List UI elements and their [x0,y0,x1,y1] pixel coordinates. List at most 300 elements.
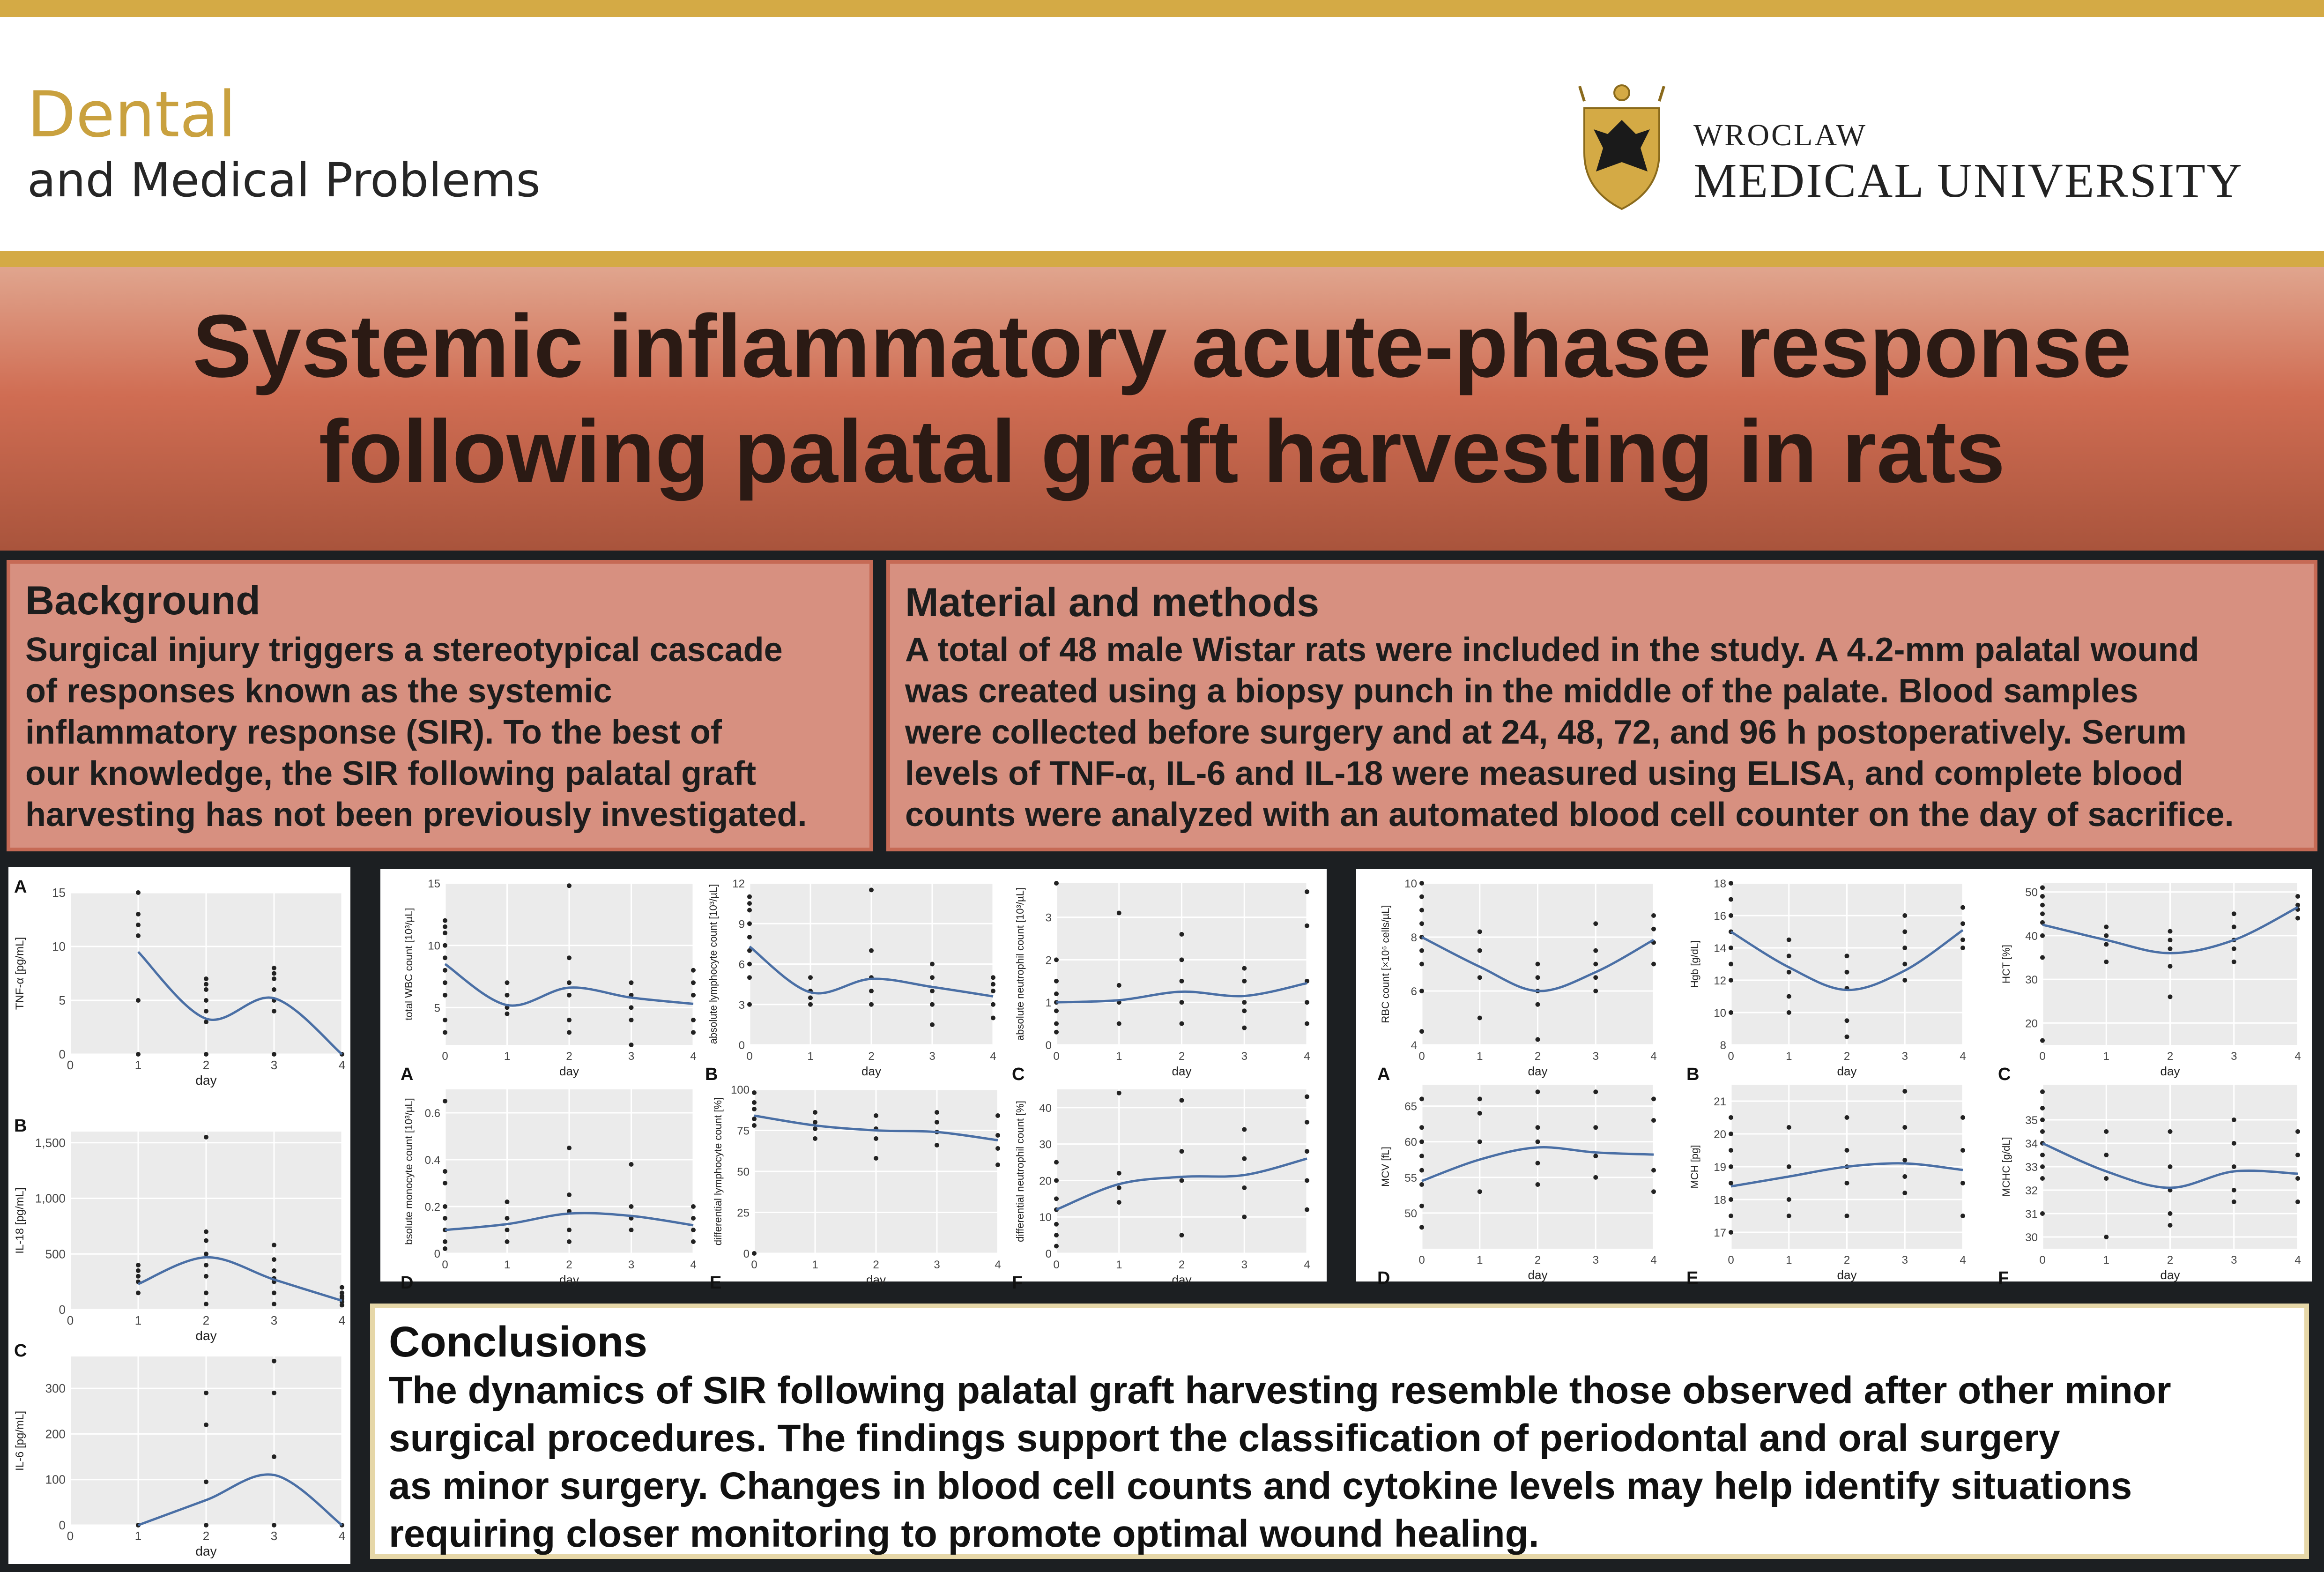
data-point [567,1030,572,1035]
y-tick-label: 2 [1045,954,1052,967]
data-point [1536,1089,1540,1094]
y-tick-label: 10 [1404,878,1417,890]
data-point [747,962,752,967]
data-point [443,1239,447,1244]
y-axis-label: RBC count [×10⁶ cells/µL] [1380,905,1391,1023]
x-tick-label: 2 [566,1050,572,1063]
data-point [1787,1164,1791,1169]
y-tick-label: 10 [1039,1211,1052,1224]
data-point [505,980,510,985]
data-point [1419,989,1424,993]
data-point [1305,1120,1309,1125]
data-point [443,968,447,973]
x-tick-label: 1 [1786,1254,1792,1267]
x-tick-label: 1 [134,1313,142,1327]
y-tick-label: 18 [1714,1194,1726,1207]
data-point [1536,975,1540,980]
data-point [1117,1021,1121,1026]
data-point [505,1199,510,1204]
y-tick-label: 17 [1714,1227,1726,1239]
data-point [991,975,995,980]
x-tick-label: 2 [1534,1254,1541,1267]
data-point [1651,1118,1656,1123]
y-tick-label: 25 [737,1207,750,1220]
data-point [1902,1158,1907,1162]
y-tick-label: 10 [1714,1007,1726,1020]
data-point [272,1290,276,1295]
data-point [1902,1125,1907,1130]
data-point [443,1216,447,1221]
x-tick-label: 4 [2294,1050,2301,1063]
x-tick-label: 3 [1241,1050,1247,1063]
data-point [1651,962,1656,967]
x-tick-label: 4 [1650,1254,1657,1267]
panel-letter: A [1377,1065,1390,1084]
x-tick-label: 3 [1241,1259,1247,1271]
y-tick-label: 40 [2025,930,2038,943]
data-point [204,1252,208,1256]
x-tick-label: 0 [442,1259,448,1271]
data-point [204,1135,208,1140]
y-tick-label: 0 [743,1248,750,1260]
x-tick-label: 4 [995,1259,1001,1271]
data-point [272,1454,276,1459]
data-point [1478,1096,1482,1101]
data-point [1419,881,1424,886]
x-tick-label: 0 [67,1313,74,1327]
y-tick-label: 4 [1411,1039,1417,1052]
y-tick-label: 0 [59,1303,66,1317]
data-point [813,1126,817,1131]
data-point [1180,932,1184,937]
data-point [1419,1154,1424,1158]
data-point [204,1274,208,1279]
data-point [629,1162,634,1167]
y-tick-label: 14 [1714,942,1726,955]
data-point [1180,1149,1184,1154]
x-tick-label: 4 [1304,1050,1310,1063]
panel-letter: C [1998,1065,2011,1084]
data-point [1242,1026,1247,1030]
data-point [1729,946,1733,950]
data-point [1536,1002,1540,1007]
y-axis-label: differential neutrophil count [%] [1014,1101,1026,1242]
data-point [567,980,572,985]
data-point [1054,881,1059,886]
y-tick-label: 3 [738,998,745,1012]
y-tick-label: 1 [1045,997,1052,1010]
data-point [1960,921,1965,926]
data-point [2232,911,2236,916]
x-tick-label: 4 [1960,1050,1966,1063]
data-point [1593,1125,1598,1130]
data-point [1845,1018,1849,1023]
y-axis-label: absolute lymphocyte count [10³/µL] [707,884,719,1044]
data-point [629,1228,634,1232]
data-point [752,1107,757,1111]
data-point [1305,1149,1309,1154]
university-name-line-1: WROCLAW [1693,118,1867,152]
data-point [272,1009,276,1013]
data-point [1419,1204,1424,1208]
data-point [567,1228,572,1232]
data-point [747,921,752,926]
x-axis-label: day [1172,1064,1192,1078]
data-point [2232,1141,2236,1146]
chart-10 [1377,878,1657,1084]
panel-letter: A [14,877,27,897]
data-point [1593,962,1598,967]
data-point [1651,1189,1656,1194]
data-point [691,1018,696,1022]
data-point [443,1030,447,1035]
data-point [1419,1140,1424,1144]
x-tick-label: 4 [1650,1050,1657,1063]
data-point [2104,1176,2109,1181]
data-point [443,993,447,998]
x-tick-label: 1 [2103,1050,2109,1063]
data-point [1729,962,1733,967]
x-axis-label: day [195,1544,217,1558]
y-axis-label: IL-6 [pg/mL] [14,1410,26,1471]
data-point [629,980,634,985]
data-point [1305,1095,1309,1099]
data-point [1651,913,1656,918]
data-point [1593,1089,1598,1094]
data-point [443,1181,447,1185]
data-point [2168,1211,2173,1216]
data-point [443,931,447,935]
data-point [1478,975,1482,980]
data-point [752,1117,757,1121]
data-point [505,1216,510,1221]
y-axis-label: TNF-α [pg/mL] [14,937,26,1010]
x-tick-label: 3 [2231,1050,2237,1063]
y-tick-label: 50 [1404,1207,1417,1220]
y-tick-label: 50 [737,1166,750,1178]
panel-letter: B [1686,1065,1700,1084]
y-tick-label: 20 [2025,1017,2038,1030]
data-point [443,1246,447,1251]
x-tick-label: 1 [134,1529,142,1543]
data-point [136,933,141,938]
data-point [930,989,935,993]
data-point [1960,1214,1965,1218]
data-point [1651,1168,1656,1173]
data-point [991,982,995,987]
data-point [1117,1171,1121,1176]
data-point [1054,979,1059,983]
data-point [935,1143,939,1147]
x-axis-label: day [861,1064,881,1078]
x-axis-label: day [1837,1064,1857,1078]
data-point [2295,894,2300,899]
data-point [2040,1164,2045,1169]
data-point [1419,921,1424,926]
data-point [1054,1021,1059,1026]
data-point [2232,946,2236,951]
data-point [1845,1148,1849,1153]
data-point [1054,1008,1059,1013]
background-heading: Background [25,578,260,623]
data-point [869,887,874,892]
data-point [808,1002,813,1007]
x-tick-label: 0 [1728,1254,1734,1267]
y-axis-label: IL-18 [pg/mL] [14,1187,26,1254]
data-point [204,998,208,1003]
data-point [691,980,696,985]
data-point [136,1274,141,1279]
y-tick-label: 1,500 [35,1135,66,1150]
data-point [991,989,995,993]
data-point [1729,1115,1733,1120]
x-tick-label: 1 [1477,1254,1483,1267]
data-point [1242,1127,1247,1132]
data-point [1593,989,1598,993]
data-point [443,1169,447,1174]
y-tick-label: 20 [1714,1128,1726,1141]
data-point [2040,894,2045,899]
data-point [2040,885,2045,890]
data-point [1960,1115,1965,1120]
x-tick-label: 2 [202,1313,210,1327]
data-point [1305,1000,1309,1005]
data-point [808,975,813,980]
data-point [1787,994,1791,999]
data-point [2040,955,2045,960]
data-point [1902,962,1907,967]
data-point [2232,960,2236,964]
x-tick-label: 1 [807,1050,814,1063]
y-tick-label: 6 [1411,985,1417,998]
chart-5 [705,878,996,1084]
data-point [567,1239,572,1244]
chart-8 [710,1084,1001,1293]
data-point [1902,1191,1907,1195]
x-tick-label: 1 [504,1050,511,1063]
y-tick-label: 31 [2025,1208,2038,1221]
data-point [2232,924,2236,929]
data-point [2168,929,2173,934]
data-point [1180,979,1184,983]
data-point [2168,938,2173,942]
data-point [995,1113,1000,1118]
y-tick-label: 12 [1714,975,1726,987]
data-point [567,955,572,960]
data-point [204,987,208,992]
data-point [272,1302,276,1306]
data-point [1845,1214,1849,1218]
data-point [813,1136,817,1141]
data-point [1729,1230,1733,1235]
x-tick-label: 0 [746,1050,753,1063]
data-point [567,1192,572,1197]
data-point [204,1423,208,1427]
data-point [991,1016,995,1021]
x-tick-label: 0 [1418,1254,1425,1267]
y-tick-label: 35 [2025,1114,2038,1127]
chart-2 [14,1116,345,1343]
data-point [995,1162,1000,1167]
y-tick-label: 300 [45,1381,66,1396]
y-tick-label: 10 [428,939,440,953]
data-point [1729,897,1733,902]
data-point [567,883,572,888]
data-point [204,1263,208,1267]
y-tick-label: 8 [1720,1039,1726,1052]
data-point [991,1002,995,1007]
data-point [2168,1223,2173,1228]
data-point [1593,975,1598,980]
data-point [1305,1207,1309,1212]
x-tick-label: 4 [1960,1254,1966,1267]
data-point [2104,960,2109,964]
x-tick-label: 3 [1592,1254,1599,1267]
data-point [1729,1148,1733,1153]
data-point [136,890,141,895]
y-tick-label: 0 [1045,1248,1052,1260]
x-tick-label: 0 [1053,1050,1060,1063]
chart-9 [1012,1089,1310,1293]
x-tick-label: 4 [338,1529,346,1543]
data-point [1902,930,1907,934]
data-point [747,1002,752,1007]
y-tick-label: 100 [45,1472,66,1487]
x-axis-label: day [559,1273,579,1287]
data-point [1478,1140,1482,1144]
data-point [869,989,874,993]
data-point [1242,979,1247,983]
data-point [1419,1096,1424,1101]
data-point [272,971,276,976]
data-point [1902,1174,1907,1179]
data-point [2040,903,2045,908]
data-point [272,1523,276,1527]
data-point [1960,938,1965,942]
chart-12 [1998,883,2301,1084]
x-axis-label: day [2160,1268,2180,1282]
data-point [629,1204,634,1209]
x-tick-label: 2 [868,1050,875,1063]
chart-6 [1012,881,1310,1084]
data-point [136,1268,141,1273]
y-tick-label: 30 [1039,1138,1052,1151]
y-tick-label: 33 [2025,1161,2038,1174]
x-tick-label: 4 [1304,1259,1310,1271]
x-tick-label: 2 [1843,1254,1850,1267]
x-tick-label: 2 [566,1259,572,1271]
data-point [204,1238,208,1243]
data-point [747,901,752,906]
x-axis-label: day [1837,1268,1857,1282]
data-point [2232,1188,2236,1192]
data-point [1305,924,1309,928]
data-point [1593,921,1598,926]
panel-letter: F [1012,1273,1023,1293]
data-point [2232,1118,2236,1122]
data-point [1729,881,1733,886]
data-point [204,982,208,987]
chart-1 [14,877,345,1088]
data-point [1960,946,1965,950]
data-point [272,1268,276,1273]
conclusions-text: The dynamics of SIR following palatal graft harvesting resemble those observed after other minor surgical procedures. The findings support the classification of periodontal and oral surgery as minor surgery. Changes in blood cell counts and cytokine levels may help identify situations requiring closer monitoring to promote optimal wound healing. [389,1369,2171,1555]
data-point [752,1123,757,1128]
x-tick-label: 3 [1901,1254,1908,1267]
data-point [1117,1091,1121,1095]
y-tick-label: 50 [2025,886,2038,899]
data-point [1419,948,1424,953]
x-tick-label: 3 [1592,1050,1599,1063]
data-point [1729,1197,1733,1202]
y-axis-label: MCH [pg] [1689,1145,1700,1189]
data-point [204,1009,208,1013]
data-point [567,993,572,998]
data-point [935,1120,939,1125]
y-tick-label: 5 [59,993,66,1007]
data-point [1729,1181,1733,1185]
conclusions-heading: Conclusions [389,1318,648,1366]
data-point [2232,1164,2236,1169]
data-point [629,1018,634,1022]
data-point [136,923,141,927]
x-tick-label: 4 [338,1058,346,1072]
y-tick-label: 65 [1404,1100,1417,1113]
data-point [1536,1161,1540,1165]
y-tick-label: 8 [1411,931,1417,944]
x-tick-label: 0 [442,1050,448,1063]
x-tick-label: 4 [990,1050,996,1063]
data-point [1845,970,1849,975]
data-point [1902,1089,1907,1094]
y-tick-label: 0 [738,1039,745,1052]
data-point [1242,1185,1247,1190]
y-tick-label: 0.4 [424,1154,440,1167]
x-tick-label: 2 [1178,1259,1185,1271]
data-point [272,1243,276,1247]
panel-letter: D [401,1273,414,1293]
data-point [443,1099,447,1103]
data-point [443,1204,447,1209]
x-tick-label: 4 [690,1259,697,1271]
y-tick-label: 500 [45,1247,66,1261]
data-point [2168,946,2173,951]
data-point [272,1359,276,1363]
data-point [995,1146,1000,1151]
data-point [1054,991,1059,996]
x-tick-label: 3 [934,1259,940,1271]
data-point [691,1239,696,1244]
y-tick-label: 0 [434,1248,440,1260]
data-point [1478,1111,1482,1116]
data-point [1419,962,1424,967]
data-point [443,1018,447,1022]
data-point [1478,1189,1482,1194]
y-tick-label: 1,000 [35,1191,66,1206]
data-point [2040,1089,2045,1094]
data-point [204,1391,208,1395]
data-point [1729,913,1733,918]
data-point [1180,1178,1184,1183]
x-axis-label: day [1528,1268,1548,1282]
data-point [1960,905,1965,910]
data-point [272,1257,276,1262]
data-point [1180,1000,1184,1005]
data-point [1419,1029,1424,1034]
data-point [1651,927,1656,931]
y-tick-label: 21 [1714,1095,1726,1108]
data-point [136,1290,141,1295]
